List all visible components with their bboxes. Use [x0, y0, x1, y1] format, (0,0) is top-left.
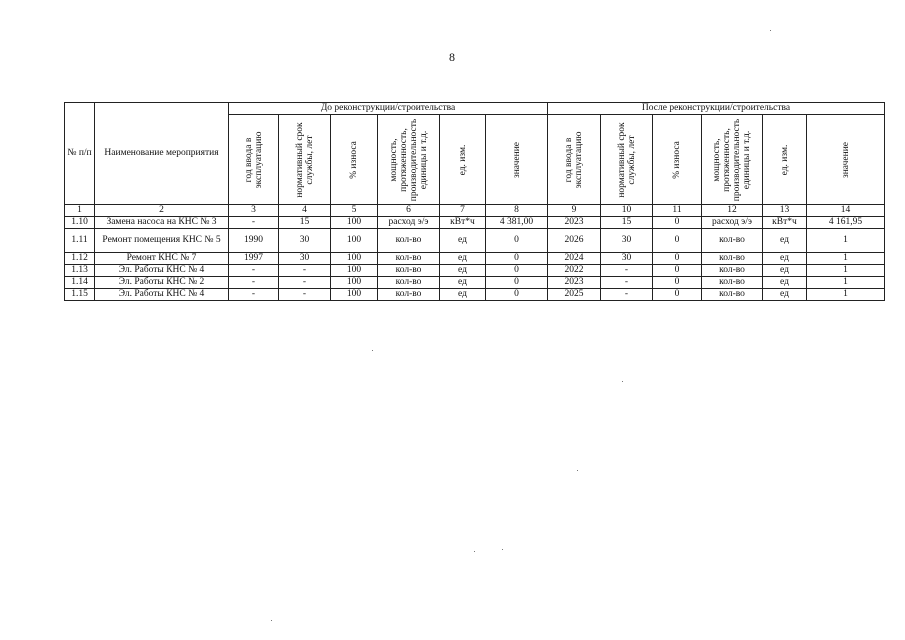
table-cell: 100 — [331, 265, 378, 277]
column-index-cell: 3 — [229, 205, 279, 217]
table-cell: 100 — [331, 229, 378, 253]
table-cell: ед — [763, 289, 807, 301]
table-cell: кол-во — [702, 229, 763, 253]
table-cell: 1.10 — [65, 217, 95, 229]
group-before: До реконструкции/строительства — [229, 103, 548, 115]
table-cell: 0 — [653, 253, 702, 265]
table-cell: кол-во — [378, 265, 440, 277]
table-cell: 30 — [279, 253, 331, 265]
column-index-cell: 5 — [331, 205, 378, 217]
table-cell: 30 — [601, 229, 653, 253]
measures-table — [64, 102, 885, 301]
table-cell: 1 — [807, 289, 885, 301]
table-cell: - — [229, 217, 279, 229]
table-cell: 2025 — [548, 289, 601, 301]
scan-speck — [372, 350, 373, 351]
header-num: № п/п — [65, 103, 95, 205]
table-cell: 1.12 — [65, 253, 95, 265]
table-cell: 0 — [486, 265, 548, 277]
table-cell: 0 — [653, 217, 702, 229]
table-cell: 0 — [486, 289, 548, 301]
table-row — [65, 253, 885, 265]
header-service-life-before: нормативный срок службы, лет — [279, 115, 331, 205]
table-cell: 4 161,95 — [807, 217, 885, 229]
column-index-row — [65, 205, 885, 217]
table-cell: ед — [440, 253, 486, 265]
column-index-cell: 6 — [378, 205, 440, 217]
header-capacity-before: мощность, протяженность, производительность единицы и т.д. — [378, 115, 440, 205]
scan-speck — [474, 551, 475, 552]
table-cell: 15 — [279, 217, 331, 229]
table-cell: кол-во — [378, 253, 440, 265]
table-cell: кол-во — [702, 289, 763, 301]
scan-speck — [577, 470, 578, 471]
table-cell: кол-во — [378, 229, 440, 253]
header-wear-before: % износа — [331, 115, 378, 205]
table-cell: - — [229, 265, 279, 277]
table-cell: кВт*ч — [440, 217, 486, 229]
table-row — [65, 265, 885, 277]
table-cell: 1.14 — [65, 277, 95, 289]
column-index-cell: 8 — [486, 205, 548, 217]
table-cell: 100 — [331, 289, 378, 301]
scan-speck — [502, 549, 503, 550]
table-cell: 0 — [486, 277, 548, 289]
table-cell: 1 — [807, 253, 885, 265]
row-name-cell: Ремонт КНС № 7 — [95, 253, 229, 265]
column-index-cell: 1 — [65, 205, 95, 217]
header-unit-before: ед. изм. — [440, 115, 486, 205]
column-index-cell: 13 — [763, 205, 807, 217]
column-index-cell: 4 — [279, 205, 331, 217]
table-cell: 100 — [331, 253, 378, 265]
column-index-cell: 10 — [601, 205, 653, 217]
column-index-cell: 11 — [653, 205, 702, 217]
table-cell: кол-во — [378, 277, 440, 289]
table-cell: ед — [440, 277, 486, 289]
table-cell: кВт*ч — [763, 217, 807, 229]
table-cell: - — [601, 289, 653, 301]
header-name: Наименование мероприятия — [95, 103, 229, 205]
header-value-after: значение — [807, 115, 885, 205]
table-row — [65, 277, 885, 289]
table-cell: кол-во — [378, 289, 440, 301]
table-cell: 0 — [653, 289, 702, 301]
table-cell: 2026 — [548, 229, 601, 253]
row-name-cell: Эл. Работы КНС № 4 — [95, 265, 229, 277]
table-cell: 100 — [331, 217, 378, 229]
table-cell: 1.15 — [65, 289, 95, 301]
table-cell: 2023 — [548, 277, 601, 289]
header-year-after: год ввода в эксплуатацию — [548, 115, 601, 205]
table-cell: 1 — [807, 277, 885, 289]
table-row — [65, 229, 885, 253]
table-cell: расход э/э — [702, 217, 763, 229]
table-cell: кол-во — [702, 253, 763, 265]
header-unit-after: ед. изм. — [763, 115, 807, 205]
table-cell: 1.13 — [65, 265, 95, 277]
column-index-cell: 12 — [702, 205, 763, 217]
table-cell: 30 — [601, 253, 653, 265]
table-cell: 30 — [279, 229, 331, 253]
table-row — [65, 217, 885, 229]
table-cell: - — [279, 277, 331, 289]
table-cell: 1 — [807, 265, 885, 277]
table-cell: 0 — [653, 229, 702, 253]
table-cell: 2024 — [548, 253, 601, 265]
table-cell: ед — [440, 265, 486, 277]
table-cell: кол-во — [702, 277, 763, 289]
table-cell: ед — [763, 253, 807, 265]
column-index-cell: 2 — [95, 205, 229, 217]
table-cell: ед — [440, 229, 486, 253]
column-index-cell: 7 — [440, 205, 486, 217]
row-name-cell: Эл. Работы КНС № 4 — [95, 289, 229, 301]
scan-speck — [271, 620, 272, 621]
scan-speck — [770, 30, 771, 31]
column-index-cell: 9 — [548, 205, 601, 217]
table-cell: 4 381,00 — [486, 217, 548, 229]
table-cell: 1 — [807, 229, 885, 253]
table-cell: ед — [763, 277, 807, 289]
table-cell: ед — [763, 229, 807, 253]
header-service-life-after: нормативный срок службы, лет — [601, 115, 653, 205]
row-name-cell: Эл. Работы КНС № 2 — [95, 277, 229, 289]
table-cell: 0 — [653, 277, 702, 289]
header-year-before: год ввода в эксплуатацию — [229, 115, 279, 205]
table-cell: - — [601, 265, 653, 277]
table-cell: - — [229, 289, 279, 301]
table-cell: расход э/э — [378, 217, 440, 229]
table-row — [65, 289, 885, 301]
table-cell: 0 — [486, 229, 548, 253]
table-cell: 0 — [653, 265, 702, 277]
table-cell: 0 — [486, 253, 548, 265]
table-cell: 15 — [601, 217, 653, 229]
header-wear-after: % износа — [653, 115, 702, 205]
table-cell: ед — [763, 265, 807, 277]
table-cell: - — [279, 265, 331, 277]
table-cell: - — [279, 289, 331, 301]
table-cell: - — [601, 277, 653, 289]
page-number: 8 — [449, 50, 455, 64]
table-cell: 100 — [331, 277, 378, 289]
table-cell: 1997 — [229, 253, 279, 265]
header-value-before: значение — [486, 115, 548, 205]
group-after: После реконструкции/строительства — [548, 103, 885, 115]
table-cell: 1.11 — [65, 229, 95, 253]
header-capacity-after: мощность, протяженность, производительность единицы и т.д. — [702, 115, 763, 205]
table-cell: - — [229, 277, 279, 289]
table-cell: ед — [440, 289, 486, 301]
row-name-cell: Ремонт помещения КНС № 5 — [95, 229, 229, 253]
table-cell: 2022 — [548, 265, 601, 277]
row-name-cell: Замена насоса на КНС № 3 — [95, 217, 229, 229]
column-index-cell: 14 — [807, 205, 885, 217]
table-cell: кол-во — [702, 265, 763, 277]
scan-speck — [622, 381, 623, 382]
table-cell: 1990 — [229, 229, 279, 253]
table-cell: 2023 — [548, 217, 601, 229]
